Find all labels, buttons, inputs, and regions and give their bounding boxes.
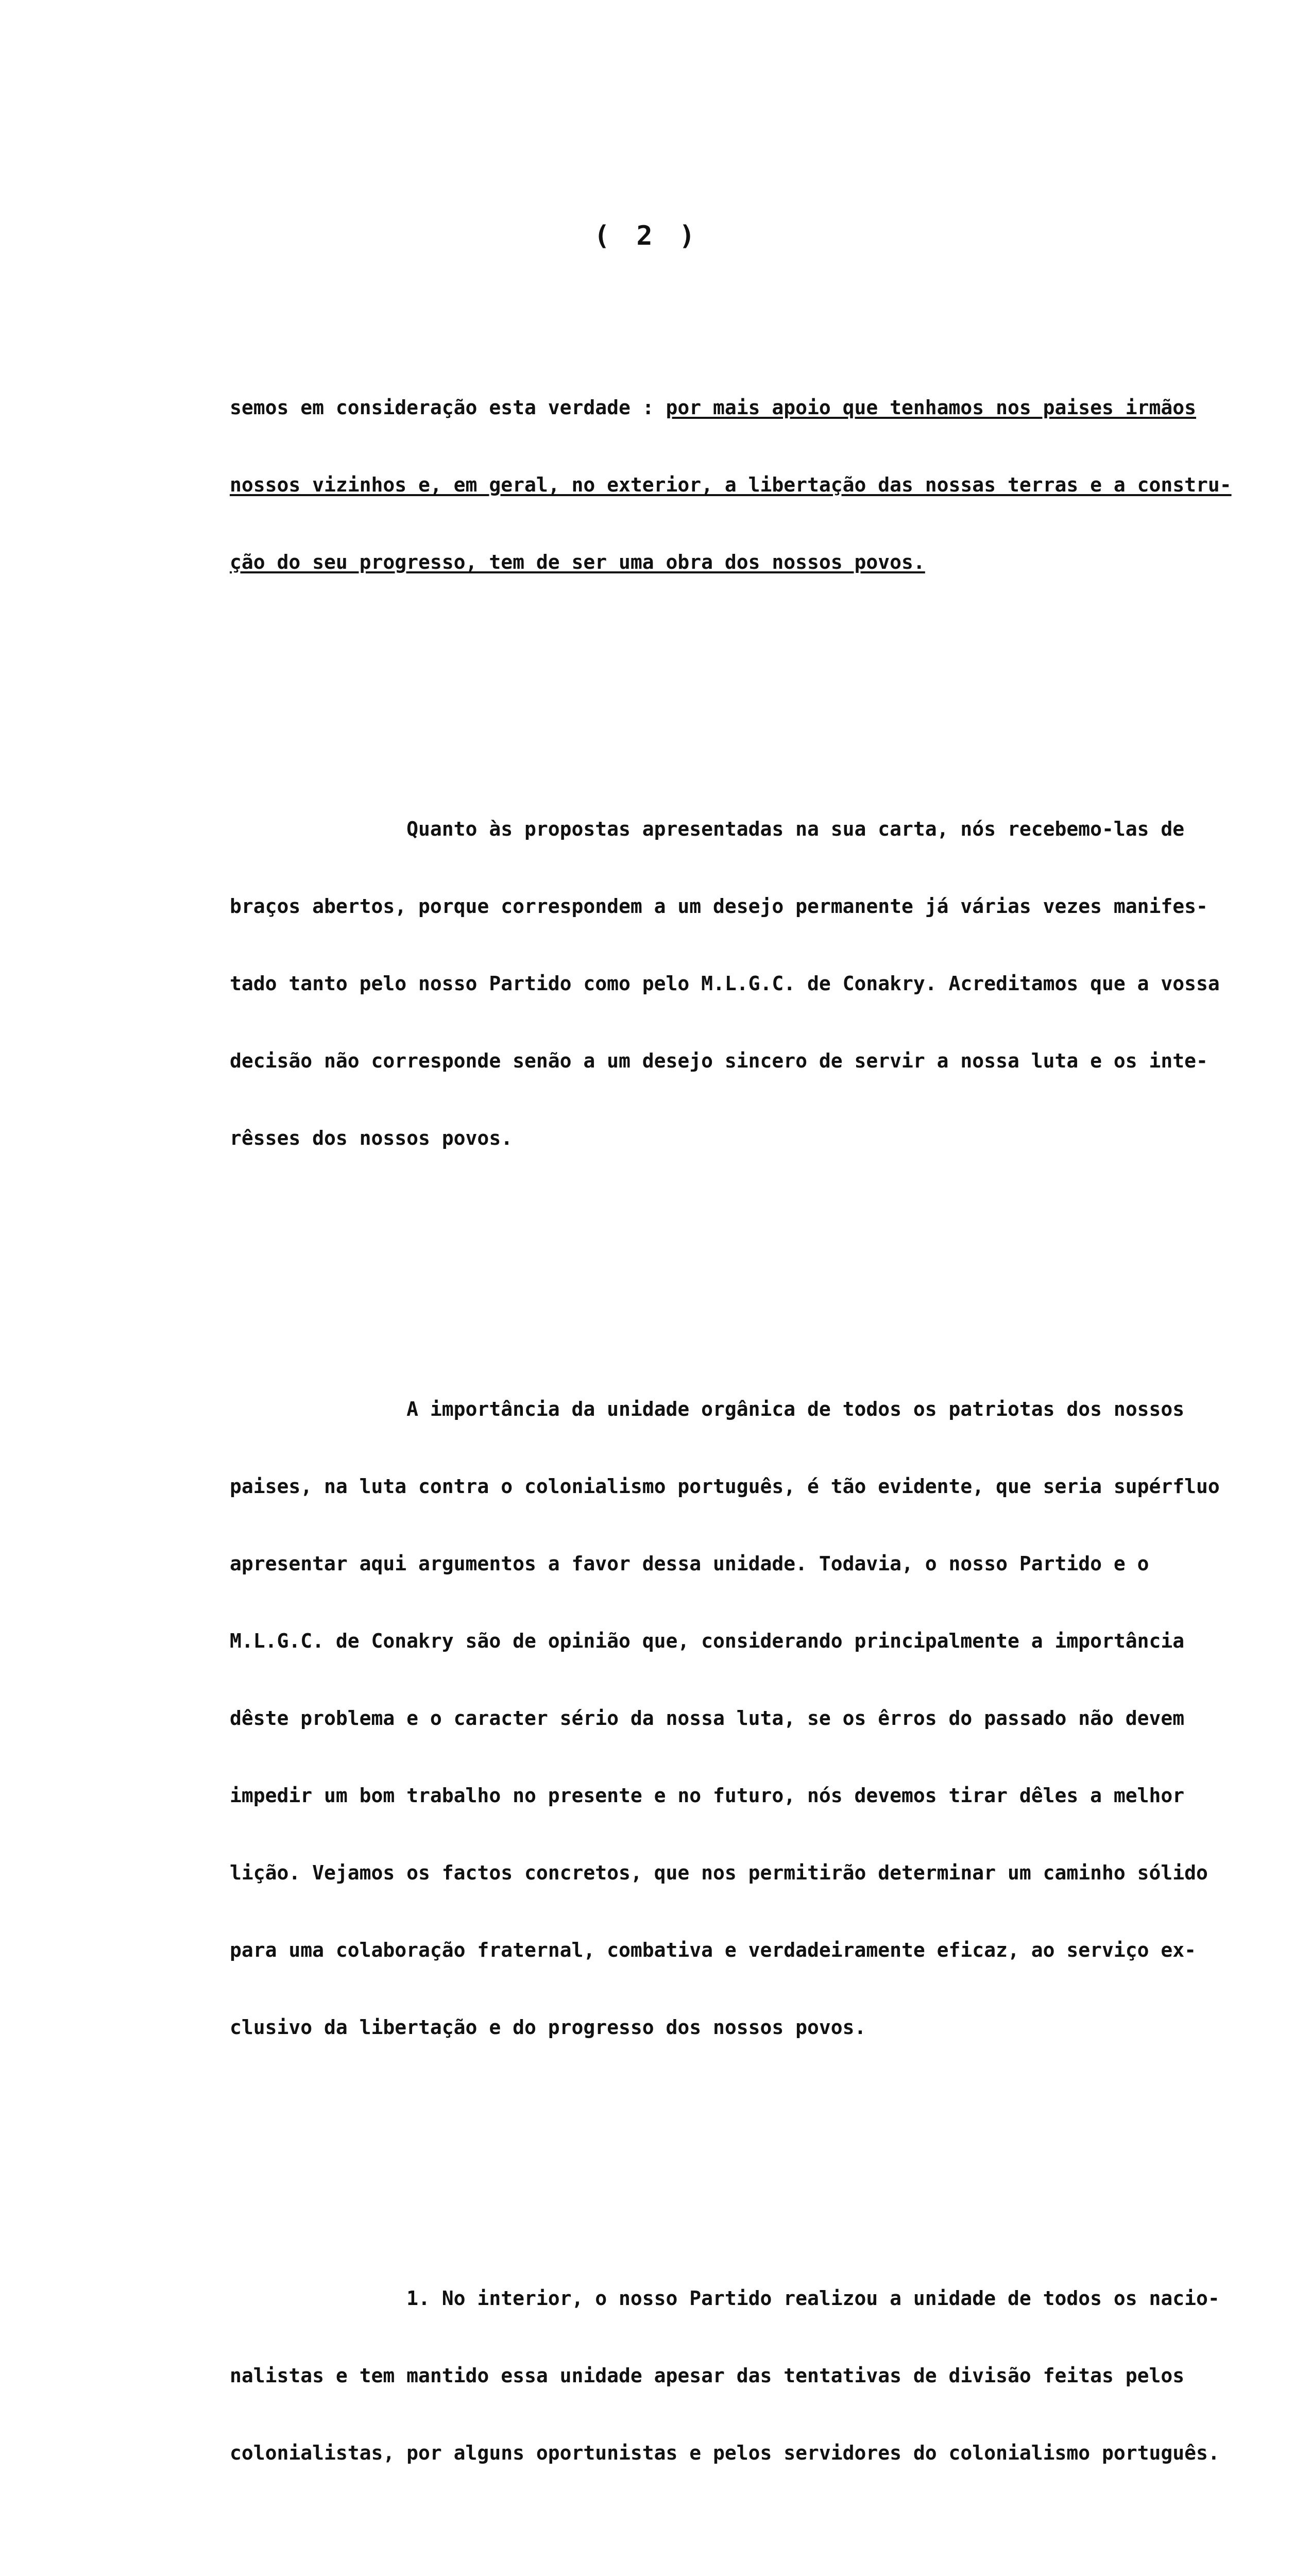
text-line (230, 395, 1239, 420)
underlined-text: nossos vizinhos e, em geral, no exterior, a libertação das nossas terras e a constru- (230, 473, 1232, 496)
underlined-text: por mais apoio que tenhamos nos paises irmãos (666, 396, 1196, 419)
text-line: 1. No interior, o nosso Partido realizou a unidade de todos os nacio- (230, 2287, 1220, 2310)
paragraph-intro (230, 343, 1239, 626)
underlined-text: ção do seu progresso, tem de ser uma obra dos nossos povos. (230, 551, 925, 573)
text-line: clusivo da libertação e do progresso dos nossos povos. (230, 2016, 866, 2039)
text-line: colonialistas, por alguns oportunistas e pelos servidores do colonialismo português. (230, 2442, 1220, 2464)
text-span: semos em consideração esta verdade : (230, 396, 666, 419)
text-line: M.L.G.C. de Conakry são de opinião que, considerando principalmente a importância (230, 1630, 1185, 1652)
paragraph-propostas (230, 765, 1239, 1202)
text-line: tado tanto pelo nosso Partido como pelo M.L.G.C. de Conakry. Acreditamos que a vossa (230, 972, 1220, 995)
paragraph-point-1 (230, 2234, 1239, 2517)
text-line: dêste problema e o caracter sério da nossa luta, se os êrros do passado não devem (230, 1707, 1185, 1730)
text-line (230, 549, 1239, 575)
text-line: lição. Vejamos os factos concretos, que nos permitirão determinar um caminho sólido (230, 1861, 1208, 1884)
paragraph-unidade (230, 1345, 1239, 2092)
text-line: A importância da unidade orgânica de todos os patriotas dos nossos (230, 1398, 1185, 1420)
text-line: apresentar aqui argumentos a favor dessa unidade. Todavia, o nosso Partido e o (230, 1552, 1149, 1575)
text-line: impedir um bom trabalho no presente e no futuro, nós devemos tirar dêles a melhor (230, 1784, 1185, 1807)
text-line (230, 472, 1239, 498)
text-line: decisão não corresponde senão a um desejo sincero de servir a nossa luta e os inte- (230, 1049, 1208, 1072)
text-line: para uma colaboração fraternal, combativa e verdadeiramente eficaz, ao serviço ex- (230, 1939, 1196, 1961)
letter-body (230, 292, 1239, 2576)
text-line: nalistas e tem mantido essa unidade apesar das tentativas de divisão feitas pelos (230, 2364, 1185, 2387)
text-line: paises, na luta contra o colonialismo português, é tão evidente, que seria supérfluo (230, 1475, 1220, 1498)
page-number: ( 2 ) (593, 221, 701, 251)
text-line: braços abertos, porque correspondem a um desejo permanente já várias vezes manifes- (230, 895, 1208, 918)
text-line: rêsses dos nossos povos. (230, 1127, 513, 1149)
text-line: Quanto às propostas apresentadas na sua carta, nós recebemo-las de (230, 818, 1185, 840)
